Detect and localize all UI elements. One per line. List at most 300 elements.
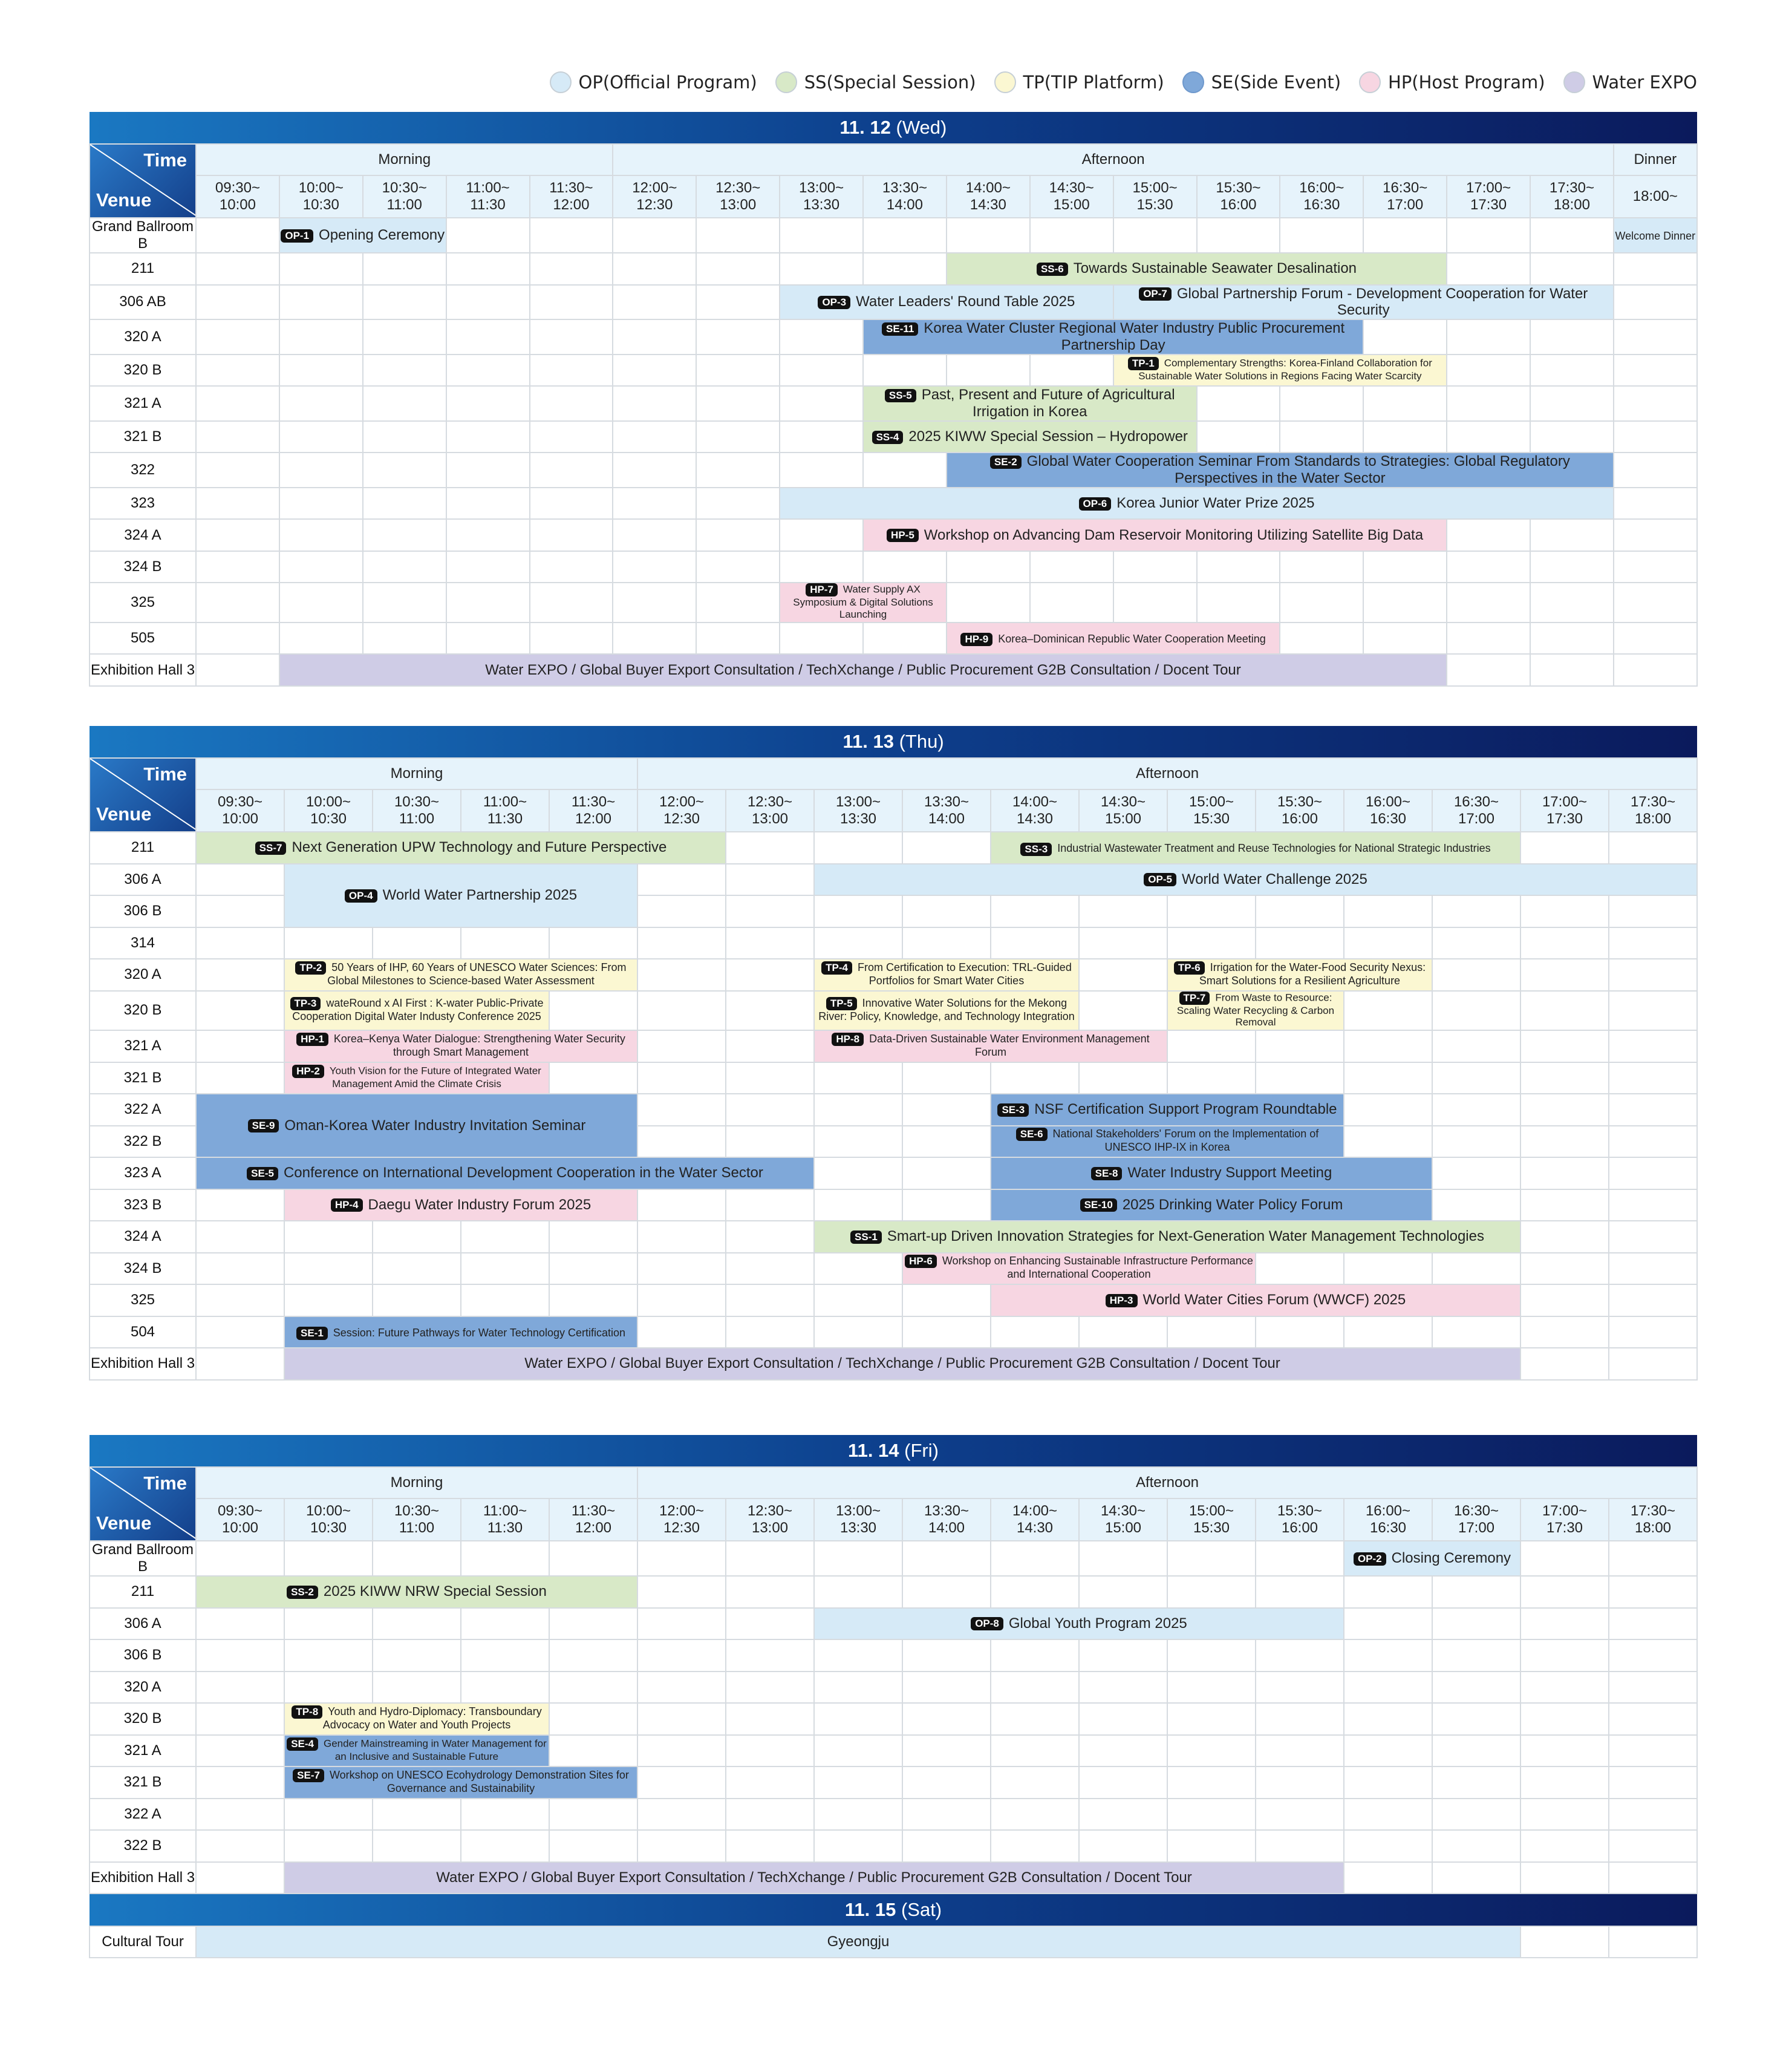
empty-cell	[1344, 1094, 1432, 1126]
event-cell[interactable]	[196, 1576, 637, 1608]
empty-cell	[991, 1799, 1079, 1831]
time-slot	[637, 789, 726, 832]
day-title	[90, 1894, 1697, 1926]
event[interactable]	[285, 997, 549, 1023]
empty-cell	[1447, 319, 1530, 355]
empty-cell	[1167, 1703, 1256, 1735]
event-cell[interactable]	[284, 1030, 637, 1062]
empty-cell	[814, 895, 902, 927]
empty-cell	[1609, 895, 1697, 927]
empty-cell	[1609, 1030, 1697, 1062]
event-cell[interactable]	[279, 654, 1447, 686]
event-cell[interactable]	[1344, 1541, 1520, 1576]
slot-start: 15:00~	[1188, 794, 1234, 810]
event[interactable]	[281, 227, 445, 244]
empty-cell	[196, 991, 284, 1031]
empty-cell	[373, 1830, 461, 1862]
empty-cell	[726, 1541, 814, 1576]
empty-cell	[1432, 1062, 1520, 1094]
event-cell[interactable]	[863, 386, 1197, 421]
time-slot	[726, 789, 814, 832]
empty-cell	[1614, 488, 1697, 520]
event[interactable]	[1091, 1165, 1332, 1181]
event[interactable]	[815, 1033, 1167, 1059]
empty-cell	[637, 1221, 726, 1253]
empty-cell	[1447, 386, 1530, 421]
venue-name: Grand Ballroom B	[90, 1541, 196, 1576]
event-cell[interactable]	[284, 864, 637, 927]
venue-row	[90, 519, 1697, 551]
event-cell[interactable]	[814, 959, 1079, 991]
empty-cell	[1447, 218, 1530, 253]
empty-cell	[1030, 583, 1113, 623]
empty-cell	[1432, 1830, 1520, 1862]
event-cell[interactable]	[863, 519, 1447, 551]
event-title: Water EXPO / Global Buyer Export Consultation / TechXchange / Public Procurement G2B Consultation / Docent Tour	[524, 1355, 1280, 1372]
event[interactable]	[285, 1065, 549, 1090]
empty-cell	[196, 421, 279, 453]
event-cell[interactable]	[284, 1189, 637, 1221]
event-cell[interactable]	[1167, 991, 1344, 1031]
time-venue-corner	[90, 144, 196, 218]
empty-cell	[902, 1157, 991, 1189]
venue-name: 324 B	[90, 1253, 196, 1285]
event[interactable]	[1114, 286, 1613, 319]
event[interactable]	[887, 527, 1423, 544]
empty-cell	[863, 453, 947, 488]
empty-cell	[1520, 832, 1609, 864]
time-slot	[1447, 175, 1530, 218]
empty-cell	[196, 386, 279, 421]
time-slot	[196, 789, 284, 832]
event-title: Industrial Wastewater Treatment and Reuse Technologies for National Strategic Industries	[1057, 842, 1491, 855]
time-slot	[991, 789, 1079, 832]
event[interactable]	[1037, 260, 1357, 277]
venue-name: 322 A	[90, 1799, 196, 1831]
event-cell[interactable]	[814, 991, 1079, 1031]
empty-cell	[279, 519, 363, 551]
time-slot-dinner: 18:00~	[1614, 175, 1697, 218]
event[interactable]	[1020, 842, 1490, 855]
event[interactable]	[872, 428, 1188, 445]
event-cell[interactable]	[284, 1766, 637, 1799]
event-cell[interactable]	[863, 421, 1197, 453]
empty-cell	[196, 253, 279, 285]
event-cell[interactable]	[284, 959, 637, 991]
slot-end: 18:00	[1553, 197, 1590, 213]
legend-label: SE(Side Event)	[1211, 72, 1341, 93]
empty-cell	[530, 253, 613, 285]
empty-cell	[1256, 1639, 1344, 1672]
event-code-badge: HP-7	[806, 583, 838, 596]
slot-end: 13:00	[751, 811, 789, 827]
event-title[interactable]: Gyeongju	[827, 1933, 890, 1950]
empty-cell	[637, 1830, 726, 1862]
venue-row	[90, 218, 1697, 253]
event-cell[interactable]	[1113, 355, 1447, 387]
venue-row	[90, 959, 1697, 991]
event-cell[interactable]	[1113, 285, 1614, 320]
event-cell[interactable]	[1167, 959, 1432, 991]
empty-cell	[1447, 654, 1530, 686]
event-cell[interactable]	[991, 832, 1520, 864]
time-slot	[1520, 789, 1609, 832]
empty-cell	[1609, 1348, 1697, 1380]
event-title: Irrigation for the Water-Food Security Nexus: Smart Solutions for a Resilient Agriculture	[1199, 961, 1426, 987]
venue-name: Exhibition Hall 3	[90, 1348, 196, 1380]
slot-start: 17:00~	[1542, 794, 1588, 810]
event-cell[interactable]	[902, 1253, 1256, 1285]
event[interactable]	[864, 387, 1196, 420]
legend-label: Water EXPO	[1592, 72, 1697, 93]
empty-cell	[530, 583, 613, 623]
time-slot	[530, 175, 613, 218]
event-cell[interactable]	[1614, 218, 1697, 253]
venue-name: 320 B	[90, 355, 196, 387]
empty-cell	[1344, 1062, 1432, 1094]
slot-end: 15:00	[1104, 1520, 1142, 1536]
event[interactable]	[971, 1615, 1187, 1632]
event-cell[interactable]	[991, 1094, 1344, 1126]
event-cell[interactable]	[284, 1735, 549, 1767]
time-slot	[1363, 175, 1447, 218]
event[interactable]	[1106, 1292, 1406, 1309]
legend-swatch	[775, 71, 797, 93]
empty-cell	[1432, 1608, 1520, 1640]
venue-name: Grand Ballroom B	[90, 218, 196, 253]
event-title: Smart-up Driven Innovation Strategies for Next-Generation Water Management Technologies	[887, 1228, 1484, 1245]
empty-cell	[1197, 421, 1280, 453]
empty-cell	[991, 895, 1079, 927]
event-cell[interactable]	[991, 1189, 1432, 1221]
empty-cell	[1530, 319, 1614, 355]
event-code-badge: HP-6	[905, 1255, 937, 1268]
empty-cell	[613, 355, 696, 387]
venue-name: 321 A	[90, 1030, 196, 1062]
empty-cell	[1432, 1316, 1520, 1348]
venue-row	[90, 864, 1697, 896]
empty-cell	[637, 1672, 726, 1704]
empty-cell	[446, 421, 530, 453]
empty-cell	[549, 1541, 637, 1576]
empty-cell	[196, 1189, 284, 1221]
empty-cell	[530, 285, 613, 320]
event[interactable]	[524, 1355, 1280, 1372]
empty-cell	[530, 355, 613, 387]
event-title: Korea–Dominican Republic Water Cooperation Meeting	[998, 633, 1266, 645]
event-cell[interactable]	[863, 319, 1363, 355]
time-slot	[947, 175, 1030, 218]
empty-cell	[373, 1284, 461, 1316]
empty-cell	[1520, 1157, 1609, 1189]
event[interactable]	[903, 1255, 1255, 1281]
empty-cell	[1614, 285, 1697, 320]
slot-start: 10:30~	[394, 794, 440, 810]
empty-cell	[814, 1126, 902, 1158]
empty-cell	[446, 519, 530, 551]
slot-start: 10:00~	[298, 180, 344, 196]
empty-cell	[446, 319, 530, 355]
empty-cell	[196, 1672, 284, 1704]
venue-name: Cultural Tour	[90, 1926, 196, 1958]
venue-row	[90, 1157, 1697, 1189]
empty-cell	[461, 1253, 549, 1285]
legend-swatch	[1359, 71, 1381, 93]
empty-cell	[902, 832, 991, 864]
event-cell[interactable]	[284, 1062, 549, 1094]
event[interactable]	[247, 1165, 763, 1181]
empty-cell	[814, 1830, 902, 1862]
event[interactable]	[991, 1128, 1343, 1154]
time-slot	[902, 1498, 991, 1541]
event-cell[interactable]	[780, 488, 1614, 520]
empty-cell	[1030, 355, 1113, 387]
day-schedule-1112	[89, 112, 1696, 687]
venue-name: 322	[90, 453, 196, 488]
empty-cell	[196, 1253, 284, 1285]
empty-cell	[1530, 218, 1614, 253]
event[interactable]	[285, 1705, 549, 1731]
event[interactable]	[1144, 871, 1367, 888]
empty-cell	[1344, 1126, 1432, 1158]
slot-end: 15:00	[1053, 197, 1090, 213]
venue-row	[90, 583, 1697, 623]
event-cell[interactable]	[284, 991, 549, 1031]
event-cell[interactable]	[814, 1608, 1344, 1640]
event-cell[interactable]	[284, 1348, 1520, 1380]
empty-cell	[530, 488, 613, 520]
event[interactable]	[1354, 1550, 1511, 1567]
event[interactable]	[780, 583, 946, 620]
venue-row	[90, 1541, 1697, 1576]
empty-cell	[196, 319, 279, 355]
venue-name: 320 A	[90, 959, 196, 991]
event-title: World Water Cities Forum (WWCF) 2025	[1142, 1292, 1406, 1309]
event-cell[interactable]	[991, 1157, 1432, 1189]
timeslot-row	[90, 789, 1697, 832]
period-afternoon: Afternoon	[637, 1467, 1697, 1498]
empty-cell	[991, 1703, 1079, 1735]
venue-name: 324 B	[90, 551, 196, 583]
venue-row	[90, 623, 1697, 655]
event[interactable]	[864, 320, 1363, 353]
empty-cell	[947, 355, 1030, 387]
empty-cell	[726, 1253, 814, 1285]
empty-cell	[549, 1221, 637, 1253]
event-cell[interactable]	[991, 1126, 1344, 1158]
day-title	[90, 1435, 1697, 1467]
empty-cell	[1614, 253, 1697, 285]
event-title: Youth Vision for the Future of Integrated Water Management Amid the Climate Crisis	[329, 1065, 541, 1090]
empty-cell	[196, 895, 284, 927]
event[interactable]	[1615, 230, 1695, 243]
slot-end: 12:30	[663, 811, 700, 827]
empty-cell	[1530, 623, 1614, 655]
event-title: Water Leaders' Round Table 2025	[856, 293, 1075, 310]
event-cell[interactable]	[196, 832, 726, 864]
time-slot	[549, 789, 637, 832]
event-cell[interactable]	[284, 1862, 1344, 1894]
slot-end: 10:30	[310, 811, 347, 827]
empty-cell	[814, 1094, 902, 1126]
event-title: 2025 Drinking Water Policy Forum	[1122, 1196, 1343, 1213]
event[interactable]	[1168, 961, 1432, 987]
venue-name: 323 A	[90, 1157, 196, 1189]
event-title: Water Supply AX Symposium & Digital Solutions Launching	[793, 583, 933, 620]
event-cell[interactable]	[279, 218, 446, 253]
time-slot	[863, 175, 947, 218]
empty-cell	[726, 959, 814, 991]
event[interactable]	[296, 1327, 625, 1340]
event[interactable]	[960, 633, 1265, 646]
event[interactable]	[815, 961, 1078, 987]
event-code-badge: TP-8	[292, 1705, 322, 1719]
venue-row	[90, 551, 1697, 583]
event-title: Youth and Hydro-Diplomacy: Transboundary Advocacy on Water and Youth Projects	[322, 1705, 542, 1731]
event-cell[interactable]	[814, 1221, 1520, 1253]
event-cell[interactable]	[196, 1157, 814, 1189]
venue-row	[90, 1030, 1697, 1062]
event-cell[interactable]	[780, 583, 947, 623]
event-cell[interactable]	[196, 1926, 1520, 1958]
empty-cell	[1447, 253, 1530, 285]
event[interactable]	[285, 1769, 637, 1795]
slot-end: 12:00	[575, 1520, 612, 1536]
empty-cell	[696, 623, 780, 655]
event-cell[interactable]	[947, 623, 1280, 655]
event[interactable]	[1079, 495, 1315, 512]
event-cell[interactable]	[196, 1094, 637, 1157]
empty-cell	[1447, 421, 1530, 453]
empty-cell	[1520, 959, 1609, 991]
empty-cell	[1520, 1576, 1609, 1608]
empty-cell	[726, 1221, 814, 1253]
empty-cell	[1363, 583, 1447, 623]
empty-cell	[196, 1030, 284, 1062]
empty-cell	[696, 453, 780, 488]
empty-cell	[780, 319, 863, 355]
empty-cell	[446, 583, 530, 623]
empty-cell	[530, 319, 613, 355]
empty-cell	[637, 1030, 726, 1062]
event-cell[interactable]	[284, 1316, 637, 1348]
venue-name: 320 A	[90, 319, 196, 355]
event-cell[interactable]	[991, 1284, 1520, 1316]
empty-cell	[1344, 1576, 1432, 1608]
event[interactable]	[285, 961, 637, 987]
event[interactable]	[1114, 357, 1447, 382]
event-cell[interactable]	[780, 285, 1113, 320]
time-slot	[814, 789, 902, 832]
empty-cell	[1079, 1830, 1167, 1862]
slot-end: 15:30	[1193, 811, 1230, 827]
event[interactable]	[248, 1117, 586, 1134]
schedule-table	[89, 726, 1698, 1381]
slot-end: 14:00	[886, 197, 923, 213]
event[interactable]	[345, 887, 577, 904]
schedule-table	[89, 112, 1698, 687]
empty-cell	[637, 895, 726, 927]
empty-cell	[196, 1221, 284, 1253]
empty-cell	[284, 1639, 373, 1672]
empty-cell	[373, 1253, 461, 1285]
empty-cell	[279, 319, 363, 355]
event-cell[interactable]	[814, 864, 1697, 896]
event-code-badge: TP-3	[290, 997, 321, 1010]
empty-cell	[902, 1703, 991, 1735]
event-cell[interactable]	[814, 1030, 1167, 1062]
event[interactable]	[485, 662, 1241, 679]
event[interactable]	[818, 293, 1075, 310]
empty-cell	[1256, 1703, 1344, 1735]
event[interactable]	[1080, 1197, 1343, 1214]
empty-cell	[549, 927, 637, 959]
event-cell[interactable]	[947, 253, 1447, 285]
event[interactable]	[436, 1869, 1192, 1886]
time-slot	[1344, 789, 1432, 832]
event[interactable]	[255, 839, 667, 856]
empty-cell	[613, 488, 696, 520]
empty-cell	[726, 1062, 814, 1094]
slot-start: 14:00~	[1012, 794, 1058, 810]
event-title: Session: Future Pathways for Water Technology Certification	[333, 1326, 626, 1339]
event-cell[interactable]	[284, 1703, 549, 1735]
event[interactable]	[285, 1033, 637, 1059]
venue-row	[90, 1316, 1697, 1348]
event[interactable]	[1168, 992, 1343, 1028]
empty-cell	[461, 1830, 549, 1862]
period-morning: Morning	[196, 758, 637, 789]
day-date: 11. 14	[848, 1440, 899, 1461]
empty-cell	[1432, 1672, 1520, 1704]
event[interactable]	[850, 1228, 1484, 1245]
time-slot	[279, 175, 363, 218]
empty-cell	[1256, 1253, 1344, 1285]
slot-start: 10:00~	[305, 794, 351, 810]
legend-swatch	[1182, 71, 1204, 93]
empty-cell	[461, 1541, 549, 1576]
event-code-badge: SE-6	[1016, 1128, 1048, 1141]
empty-cell	[1609, 1735, 1697, 1767]
empty-cell	[1609, 1830, 1697, 1862]
day-header	[90, 112, 1697, 144]
empty-cell	[902, 1576, 991, 1608]
empty-cell	[461, 927, 549, 959]
event[interactable]	[285, 1737, 549, 1763]
event[interactable]	[331, 1197, 591, 1214]
empty-cell	[1609, 1766, 1697, 1799]
empty-cell	[446, 386, 530, 421]
event[interactable]	[287, 1583, 547, 1600]
empty-cell	[814, 1062, 902, 1094]
empty-cell	[902, 1639, 991, 1672]
empty-cell	[696, 386, 780, 421]
empty-cell	[1432, 1862, 1520, 1894]
day-header	[90, 726, 1697, 758]
empty-cell	[1609, 1284, 1697, 1316]
empty-cell	[1609, 959, 1697, 991]
event[interactable]	[947, 453, 1613, 486]
event-cell[interactable]	[947, 453, 1614, 488]
venue-row	[90, 1094, 1697, 1126]
event[interactable]	[997, 1101, 1337, 1118]
day-schedule-1113	[89, 726, 1696, 1381]
venue-row	[90, 1348, 1697, 1380]
event[interactable]	[815, 997, 1078, 1023]
time-slot	[1079, 789, 1167, 832]
empty-cell	[284, 1541, 373, 1576]
empty-cell	[726, 1316, 814, 1348]
